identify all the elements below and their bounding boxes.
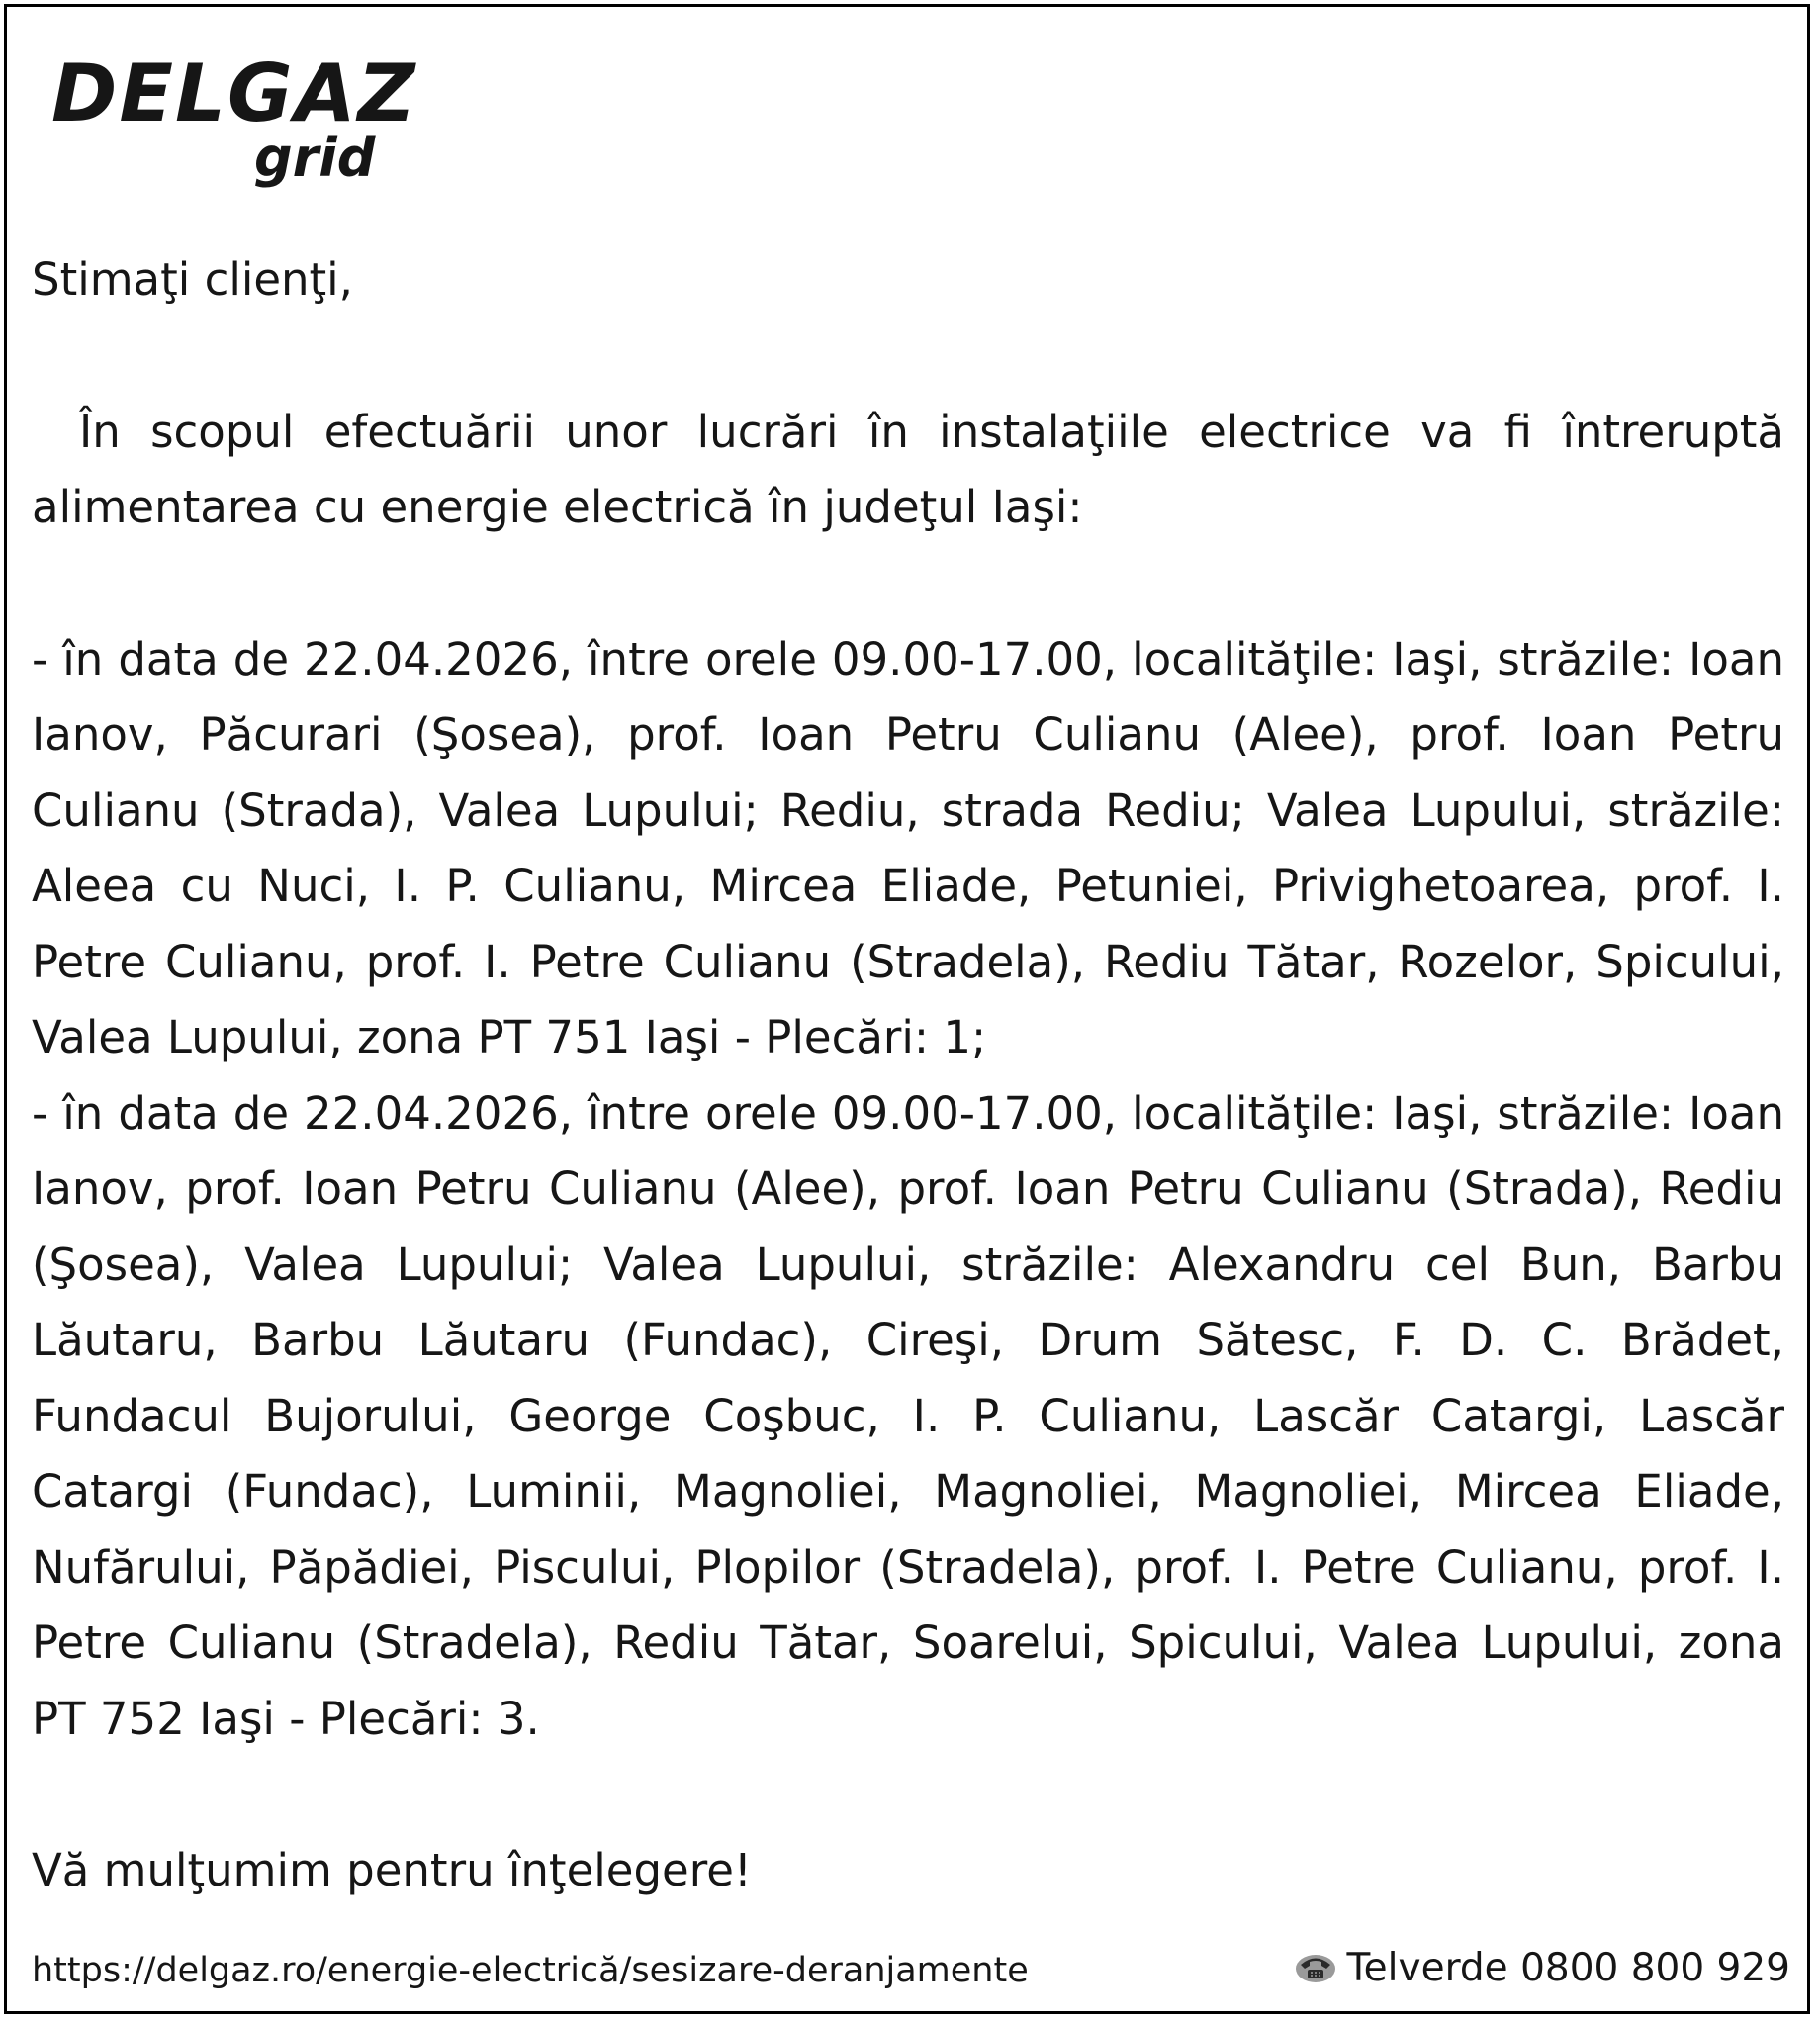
phone-number[interactable]: Telverde 0800 800 929 — [1346, 1946, 1790, 1990]
footer-url[interactable]: https://delgaz.ro/energie-electrică/sesizare-deranjamente — [32, 1951, 1029, 1990]
logo-brand: DELGAZ — [51, 47, 417, 139]
delgaz-grid-logo — [51, 47, 417, 193]
interruption-item: - în data de 22.04.2026, între orele 09.00-17.00, localităţile: Iaşi, străzile: Ioan Ianov, prof. Ioan Petru Culianu (Alee), prof. Ioan Petru Culianu (Strada), Rediu (Şosea), Valea Lupului; Valea Lupului, străzile: Alexandru cel Bun, Barbu Lăutaru, Barbu Lăutaru (Fundac), Cireşi, Drum Sătesc, F. D. C. Brădet, Fundacul Bujorului, George Coşbuc, I. P. Culianu, Lascăr Catargi, Lascăr Catargi (Fundac), Luminii, Magnoliei, Magnoliei, Magnoliei, Mircea Eliade, Nufărului, Păpădiei, Piscului, Plopilor (Stradela), prof. I. Petre Culianu, prof. I. Petre Culianu (Stradela), Rediu Tătar, Soarelui, Spicului, Valea Lupului, zona PT 752 Iaşi - Plecări: 3. — [32, 1086, 1784, 1745]
greeting: Stimaţi clienţi, — [32, 253, 353, 306]
interruption-item: - în data de 22.04.2026, între orele 09.00-17.00, localităţile: Iaşi, străzile: Ioan Ianov, Păcurari (Şosea), prof. Ioan Petru Culianu (Alee), prof. Ioan Petru Culianu (Strada), Valea Lupului; Rediu, strada Rediu; Valea Lupului, străzile: Aleea cu Nuci, I. P. Culianu, Mircea Eliade, Petuniei, Privighetoarea, prof. I. Petre Culianu, prof. I. Petre Culianu (Stradela), Rediu Tătar, Rozelor, Spicului, Valea Lupului, zona PT 751 Iaşi - Plecări: 1; — [32, 632, 1784, 1063]
logo-sub: grid — [254, 127, 376, 189]
intro-paragraph: În scopul efectuării unor lucrări în instalaţiile electrice va fi întreruptă alimentarea cu energie electrică în judeţul Iaşi: — [32, 405, 1784, 533]
phone-icon — [1295, 1948, 1336, 1989]
thanks-line: Vă mulţumim pentru înţelegere! — [32, 1844, 752, 1896]
notice-body — [32, 242, 1784, 1909]
interruption-list — [32, 622, 1784, 1758]
footer-phone — [1295, 1945, 1790, 1992]
